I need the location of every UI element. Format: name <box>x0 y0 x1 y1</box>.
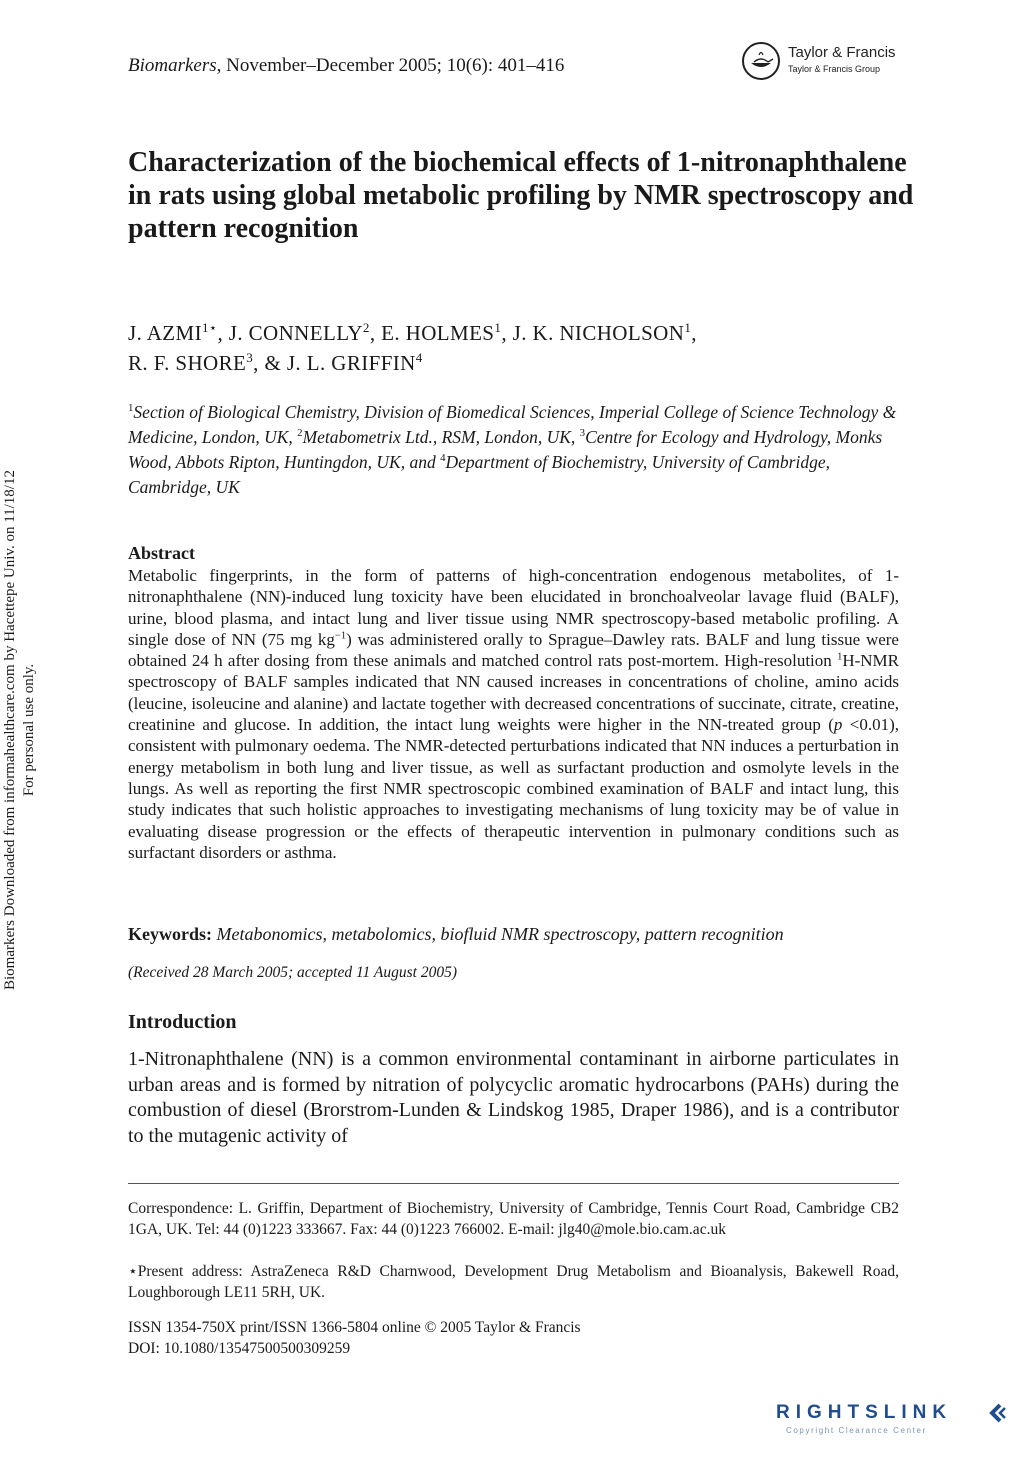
watermark-line-1: Biomarkers Downloaded from informahealthcare.com by Hacettepe Univ. on 11/18/12 <box>2 470 18 990</box>
affil-text: Department of Biochemistry, University of Cambridge, Cambridge, UK <box>128 452 830 497</box>
author-name: E. HOLMES <box>381 321 495 345</box>
present-address-note: ⋆Present address: AstraZeneca R&D Charnwood, Development Drug Metabolism and Bioanalysis, Bakewell Road, Loughborough LE11 5RH, UK. <box>128 1263 899 1301</box>
article-title: Characterization of the biochemical effects of 1-nitronaphthalene in rats using global metabolic profiling by NMR spectroscopy and pattern recognition <box>128 147 914 244</box>
journal-name: Biomarkers <box>128 55 217 76</box>
publisher-logo[interactable] <box>742 42 907 84</box>
received-dates: (Received 28 March 2005; accepted 11 August 2005) <box>128 964 457 981</box>
abstract-p-symbol: p <box>833 715 843 735</box>
author-name: R. F. SHORE <box>128 351 247 375</box>
author-sep: , <box>369 321 382 345</box>
abstract-sup: 1 <box>837 651 843 663</box>
publisher-group: Taylor & Francis Group <box>788 64 881 74</box>
abstract-heading: Abstract <box>128 543 195 563</box>
rightslink-text: RIGHTSLINK <box>776 1402 953 1423</box>
affil-text: Metabometrix Ltd., RSM, London, UK, <box>302 427 580 447</box>
affil-sup: 1 <box>128 402 134 415</box>
rightslink-logo[interactable] <box>776 1402 1016 1442</box>
author-sep: , & <box>253 351 287 375</box>
keywords-label: Keywords: <box>128 924 212 944</box>
affil-sup: 4 <box>440 452 446 465</box>
abstract-text: ) was administered orally to Sprague–Dawley rats. BALF and lung tissue were obtained 24 h after dosing from these animals and matched control rats post-mortem. High-resolution <box>128 629 899 671</box>
author-list <box>128 318 908 378</box>
author-affil-sup: 1 <box>684 320 692 335</box>
abstract-text: H-NMR spectroscopy of BALF samples indicated that NN caused increases in concentrations of choline, amino acids (leucine, isoleucine and alanine) and lactate together with decreased concentrations of succinate, citrate, creatine, creatinine and glucose. In addition, the intact lung weights were higher in the NN-treated group ( <box>128 651 899 735</box>
author-affil-sup: 4 <box>415 350 423 365</box>
author-sep: , <box>501 321 513 345</box>
keywords <box>128 924 908 945</box>
author-affil-sup: 1⋆ <box>201 320 218 335</box>
author-name: J. K. NICHOLSON <box>512 321 685 345</box>
keywords-value: Metabonomics, metabolomics, biofluid NMR spectroscopy, pattern recognition <box>216 924 784 944</box>
abstract-body <box>128 565 899 863</box>
abstract-sup: −1 <box>334 630 347 642</box>
journal-issue: , November–December 2005; 10(6): 401–416 <box>216 55 565 76</box>
author-affil-sup: 1 <box>494 320 502 335</box>
taylor-francis-lamp-icon <box>742 42 780 80</box>
abstract-text: Metabolic fingerprints, in the form of patterns of high-concentration endogenous metabolites, of 1-nitronaphthalene (NN)-induced lung toxicity have been elucidated in bronchoalveolar lavage fluid (BALF), urine, blood plasma, and intact lung and liver tissue using NMR spectroscopy-based metabolic profiling. A single dose of NN (75 mg kg <box>128 566 899 649</box>
abstract-text: <0.01), consistent with pulmonary oedema. The NMR-detected perturbations indicated that NN induces a perturbation in energy metabolism in both lung and liver tissue, as well as surfactant production and osmolyte levels in the lungs. As well as reporting the first NMR spectroscopic combined examination of BALF and intact lung, this study indicates that such holistic approaches to investigating mechanisms of lung toxicity may be of value in evaluating disease progression or the effects of therapeutic intervention in pulmonary conditions such as surfactant disorders or asthma. <box>128 715 899 862</box>
watermark-line-2: For personal use only. <box>21 663 37 797</box>
intro-heading: Introduction <box>128 1011 237 1033</box>
affil-sup: 2 <box>297 427 303 440</box>
rightslink-subtitle: Copyright Clearance Center <box>786 1426 927 1435</box>
author-affil-sup: 2 <box>362 320 370 335</box>
journal-citation <box>128 55 564 77</box>
author-sep: , <box>217 321 229 345</box>
author-affil-sup: 3 <box>246 350 254 365</box>
rightslink-chevron-icon <box>986 1402 1008 1424</box>
affil-text: Centre for Ecology and Hydrology, Monks Wood, Abbots Ripton, Huntingdon, UK, and <box>128 427 883 472</box>
author-sep: , <box>691 321 697 345</box>
author-name: J. AZMI <box>128 321 202 345</box>
download-watermark <box>1 440 39 1020</box>
footnote-divider <box>128 1183 899 1184</box>
issn-doi <box>128 1318 899 1359</box>
author-name: J. L. GRIFFIN <box>286 351 416 375</box>
affil-sup: 3 <box>579 427 586 440</box>
publisher-name: Taylor & Francis <box>788 44 896 61</box>
intro-body: 1-Nitronaphthalene (NN) is a common environmental contaminant in airborne particulates in urban areas and is formed by nitration of polycyclic aromatic hydrocarbons (PAHs) during the combustion of diesel (Brorstrom-Lunden & Lindskog 1985, Draper 1986), and is a contributor to the mutagenic activity of <box>128 1048 899 1147</box>
affil-text: Section of Biological Chemistry, Division of Biomedical Sciences, Imperial College of Science Technology & Medicine, London, UK, <box>128 402 897 447</box>
correspondence-note: Correspondence: L. Griffin, Department of Biochemistry, University of Cambridge, Tennis Court Road, Cambridge CB2 1GA, UK. Tel: 44 (0)1223 333667. Fax: 44 (0)1223 766002. E-mail: jlg40@mole.bio.cam.ac.uk <box>128 1200 899 1238</box>
author-name: J. CONNELLY <box>228 321 363 345</box>
affiliations <box>128 400 900 500</box>
doi-line: DOI: 10.1080/13547500500309259 <box>128 1339 351 1357</box>
issn-line: ISSN 1354-750X print/ISSN 1366-5804 online © 2005 Taylor & Francis <box>128 1319 581 1336</box>
